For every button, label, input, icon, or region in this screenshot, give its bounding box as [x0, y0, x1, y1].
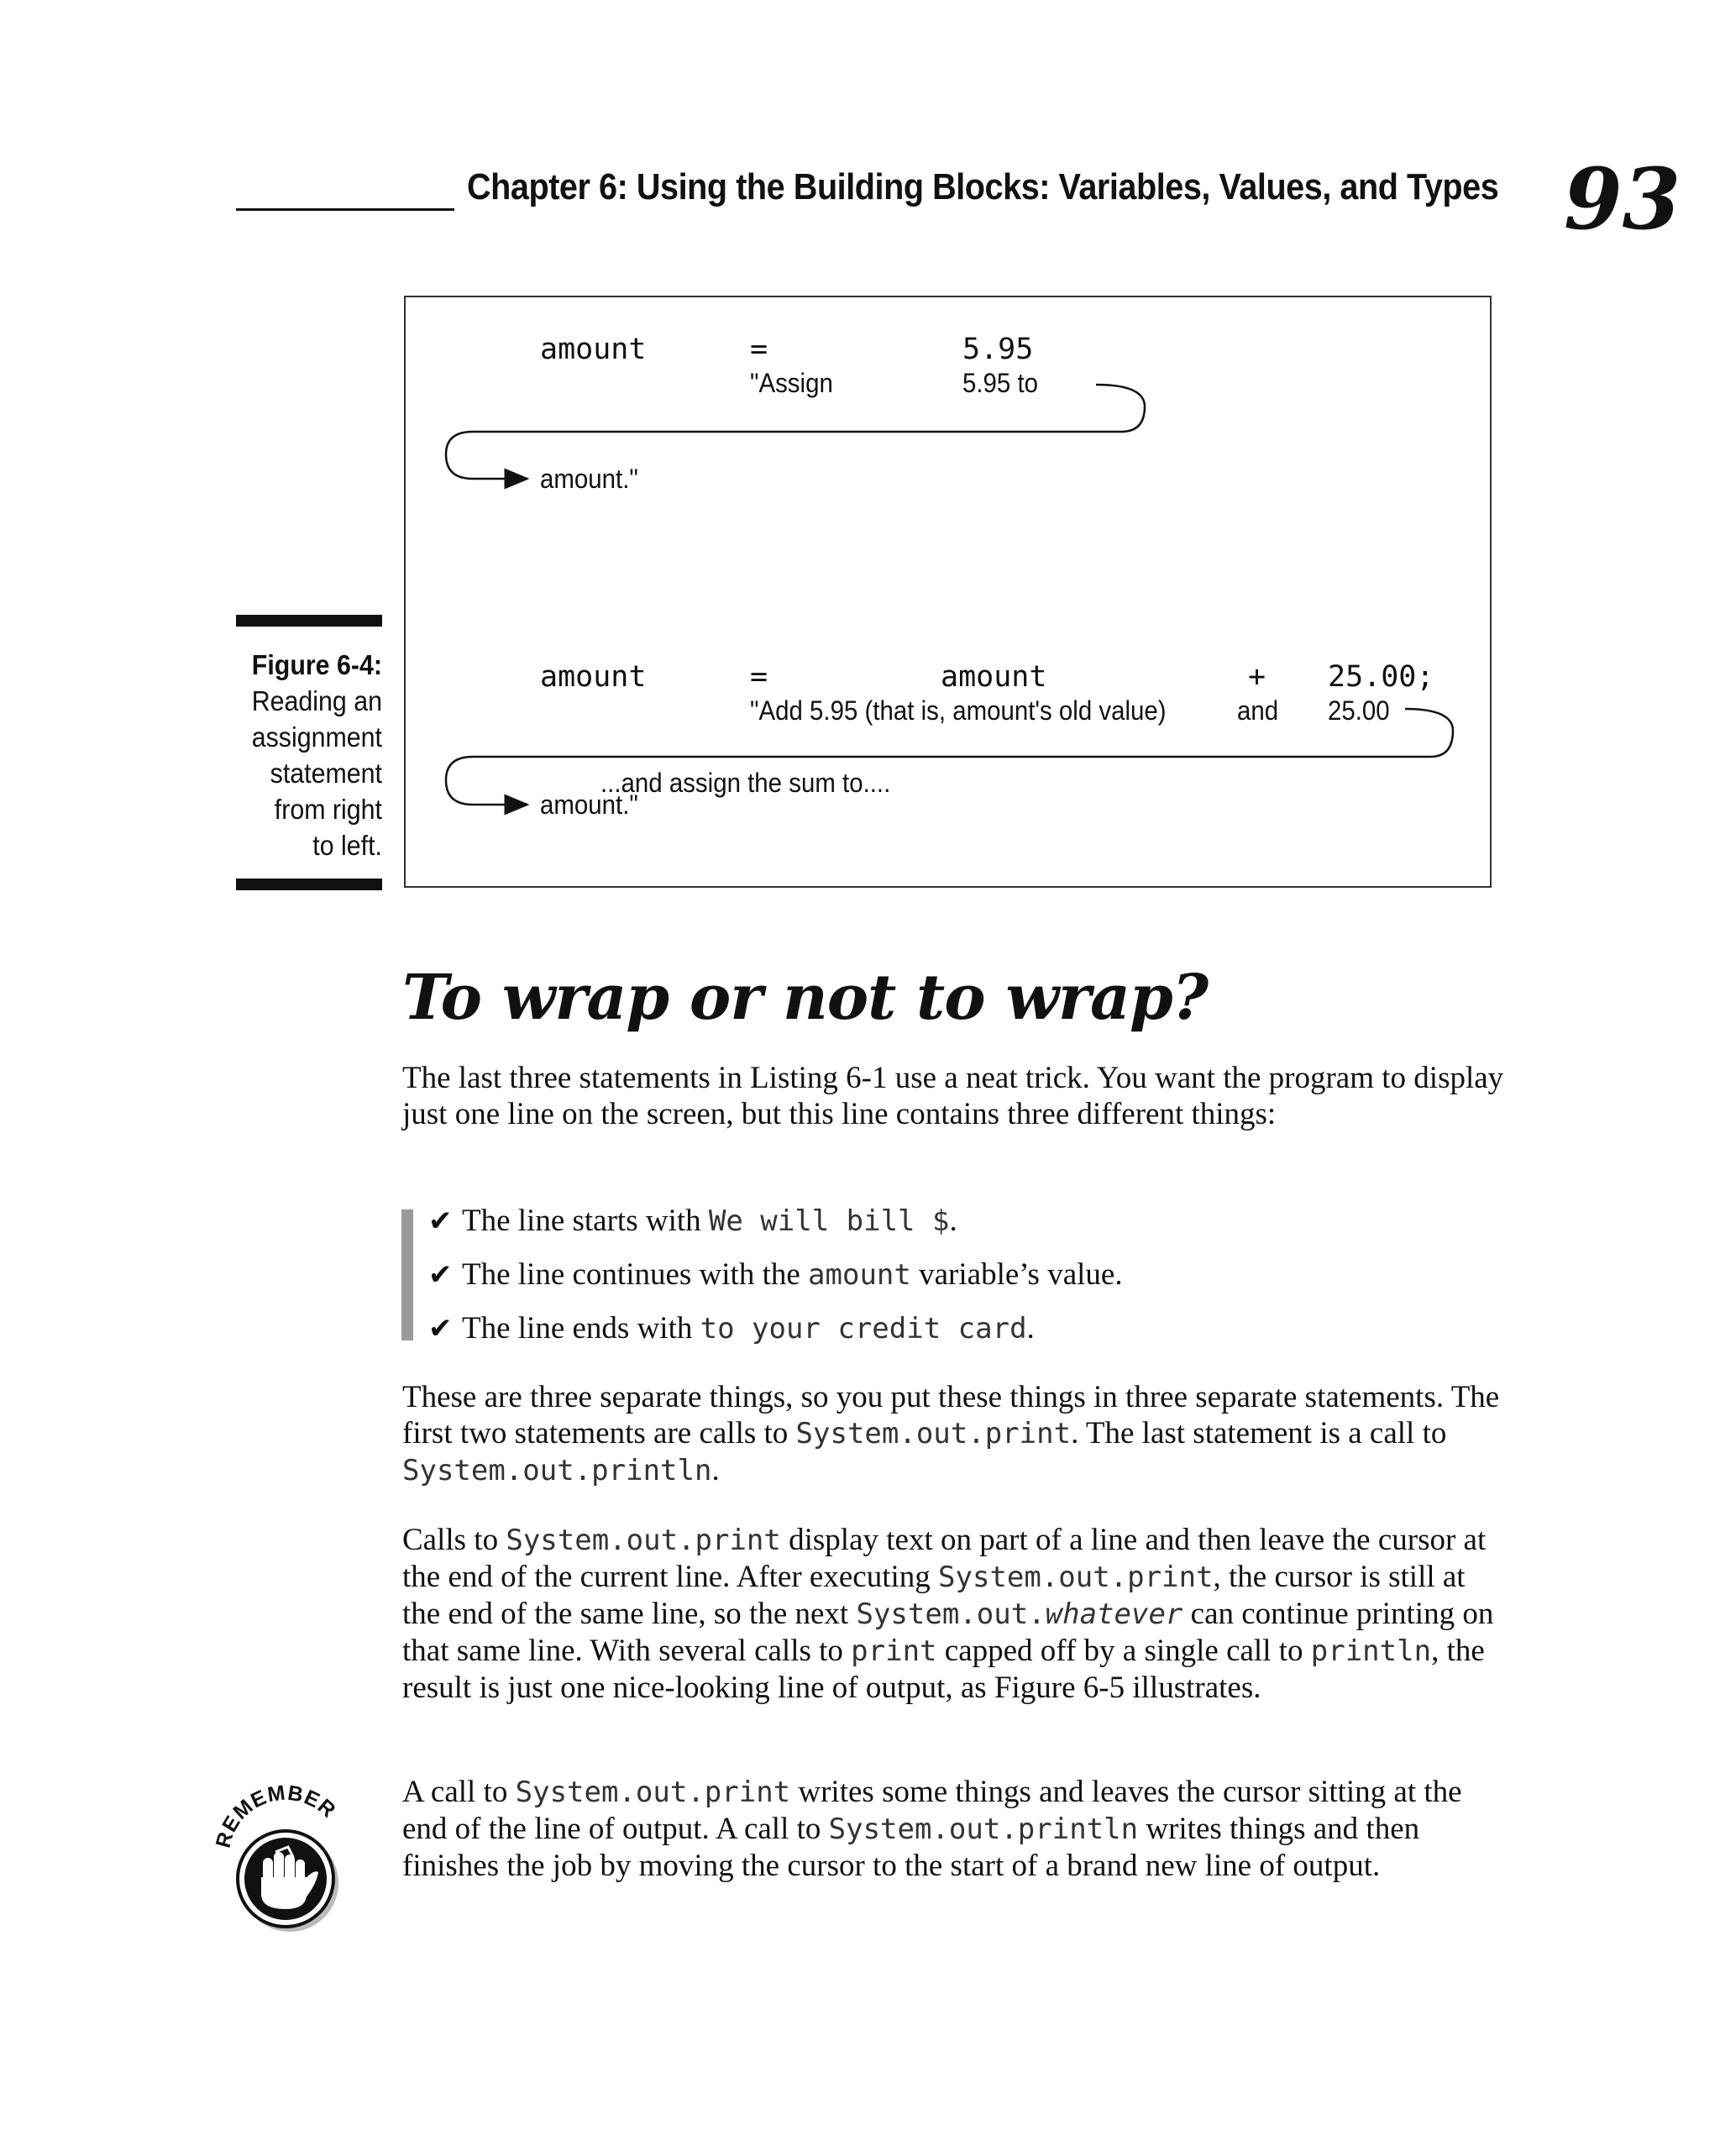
- paragraph-print-calls: Calls to System.out.print display text on part of a line and then leave the cursor at the end of the current line. After executing System.out.print, the cursor is still at the end of the same line, so the next System.out.whatever can continue printing on that same line. With several calls to print capped off by a single call to println, the result is just one nice-looking line of output, as Figure 6-5 illustrates.: [402, 1523, 1494, 1705]
- page-number: 93: [1564, 150, 1681, 249]
- checkmark-icon: ✔: [428, 1312, 453, 1346]
- top-code-var: amount: [540, 333, 647, 366]
- bottom-code-eq: =: [750, 660, 768, 694]
- checkmark-icon: ✔: [428, 1258, 453, 1292]
- remember-hand-icon: [206, 1776, 365, 1936]
- caption-line: Reading an: [251, 685, 382, 716]
- caption-bar-bottom: [236, 879, 382, 890]
- bottom-note-target: amount.": [540, 789, 638, 820]
- checkmark-icon: ✔: [428, 1204, 453, 1238]
- top-code-eq: =: [750, 333, 768, 366]
- bottom-code-val: 25.00;: [1328, 660, 1434, 694]
- paragraph-remember: A call to System.out.print writes some things and leaves the cursor sitting at the end of the line of output. A call to System.out.println writes things and then finishes the job by moving the cursor to the start of a brand new line of output.: [402, 1775, 1462, 1883]
- list-item: ✔ The line starts with We will bill $.: [428, 1204, 957, 1238]
- bottom-code-plus: +: [1248, 660, 1266, 694]
- caption-bar-top: [236, 615, 382, 627]
- top-code-val: 5.95: [962, 333, 1034, 366]
- inline-code: amount: [808, 1258, 911, 1292]
- caption-line: from right: [274, 794, 382, 825]
- section-heading: To wrap or not to wrap?: [402, 962, 1209, 1034]
- bottom-code-var: amount: [540, 660, 647, 694]
- top-note-target: amount.": [540, 464, 638, 494]
- bottom-note-val: 25.00: [1328, 695, 1390, 726]
- caption-label: Figure 6-4:: [251, 649, 382, 680]
- top-note-val: 5.95 to: [962, 368, 1039, 398]
- chapter-title: Chapter 6: Using the Building Blocks: Variables, Values, and Types: [467, 166, 1499, 207]
- bottom-code-expr: amount: [941, 660, 1047, 694]
- header-rule: [236, 208, 454, 211]
- caption-line: to left.: [312, 830, 382, 861]
- inline-code: We will bill $: [708, 1204, 950, 1238]
- paragraph-intro: The last three statements in Listing 6-1 use a neat trick. You want the program to display just one line on the screen, but this line contains three different things:: [402, 1061, 1504, 1131]
- bottom-note-and: and: [1237, 695, 1279, 726]
- bottom-note-add: "Add 5.95 (that is, amount's old value): [750, 695, 1167, 726]
- caption-line: statement: [270, 758, 382, 789]
- list-item: ✔ The line continues with the amount variable’s value.: [428, 1257, 1123, 1292]
- bottom-note-assign-sum: ...and assign the sum to....: [600, 768, 891, 798]
- inline-code: to your credit card: [700, 1312, 1027, 1346]
- figure-caption: [185, 647, 382, 863]
- top-note-assign: "Assign: [750, 368, 833, 398]
- paragraph-separate-statements: These are three separate things, so you put these things in three separate statements. The first two statements are calls to System.out.print. The last statement is a call to System.out.println.: [402, 1380, 1500, 1487]
- caption-line: assignment: [251, 721, 382, 753]
- bullet-list-bar: [401, 1209, 413, 1340]
- figure-6-4: [404, 296, 1492, 888]
- svg-text:REMEMBER: REMEMBER: [211, 1781, 341, 1851]
- list-item: ✔ The line ends with to your credit card.: [428, 1311, 1035, 1346]
